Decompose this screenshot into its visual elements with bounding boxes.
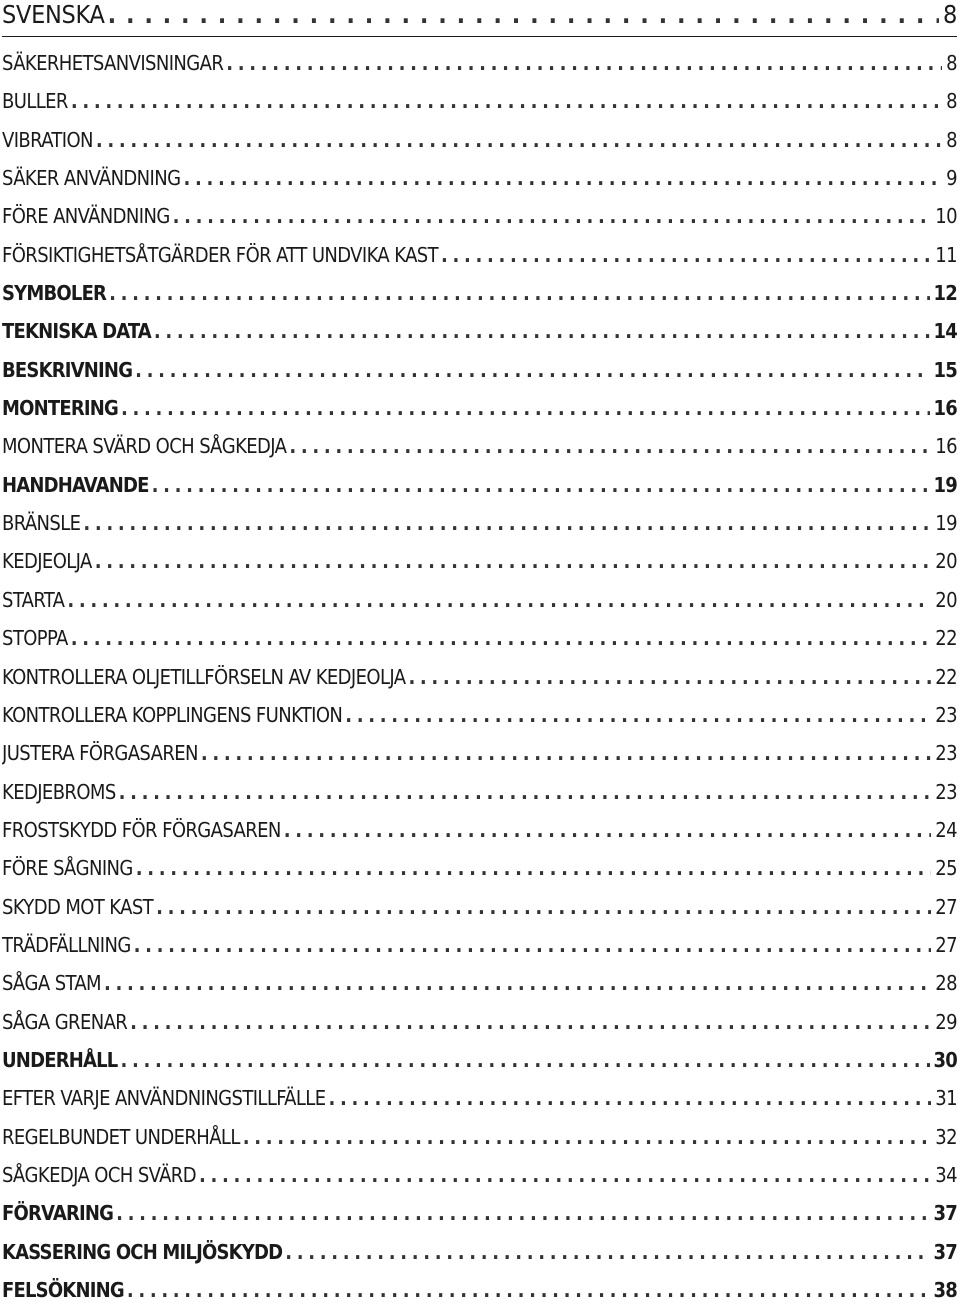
toc-entry-title: SÄKER ANVÄNDNING — [2, 166, 181, 191]
toc-entry-page: 27 — [935, 894, 957, 919]
toc-entry[interactable] — [2, 82, 957, 120]
toc-entry[interactable] — [2, 964, 957, 1002]
toc-entry-title: EFTER VARJE ANVÄNDNINGSTILLFÄLLE — [2, 1086, 326, 1111]
toc-entry-page: 38 — [933, 1278, 957, 1302]
toc-entry-title: TEKNISKA DATA — [2, 319, 151, 344]
toc-entry[interactable] — [2, 1079, 957, 1117]
toc-entry[interactable] — [2, 121, 957, 159]
header-divider — [2, 36, 957, 37]
toc-entry-page: 11 — [935, 242, 957, 267]
toc-entry-page: 12 — [933, 281, 957, 306]
toc-entry-page: 22 — [935, 626, 957, 651]
toc-entry[interactable] — [2, 1194, 957, 1232]
toc-entry-page: 28 — [935, 971, 957, 996]
toc-header-title: SVENSKA — [2, 0, 105, 29]
dot-leader — [95, 542, 932, 580]
toc-entry-title: KASSERING OCH MILJÖSKYDD — [2, 1239, 283, 1264]
dot-leader — [116, 1194, 929, 1232]
toc-entry-page: 24 — [935, 817, 957, 842]
toc-entry-title: FROSTSKYDD FÖR FÖRGASAREN — [2, 817, 281, 842]
toc-entry[interactable] — [2, 619, 957, 657]
dot-leader — [408, 658, 931, 696]
toc-entry[interactable] — [2, 926, 957, 964]
toc-entry-title: BESKRIVNING — [2, 357, 133, 382]
dot-leader — [201, 734, 931, 772]
toc-entry[interactable] — [2, 773, 957, 811]
toc-entry-title: SÅGA STAM — [2, 971, 101, 996]
dot-leader — [134, 926, 932, 964]
toc-entry-title: FÖRVARING — [2, 1201, 114, 1226]
dot-leader — [71, 82, 942, 120]
toc-entry-page: 19 — [935, 511, 957, 536]
toc-entry-page: 8 — [946, 89, 957, 114]
dot-leader — [284, 811, 932, 849]
dot-leader — [119, 773, 932, 811]
toc-entry-page: 29 — [935, 1009, 957, 1034]
dot-leader — [71, 619, 932, 657]
dot-leader — [226, 44, 942, 82]
toc-entry-page: 27 — [935, 932, 957, 957]
dot-leader — [96, 121, 942, 159]
toc-entry[interactable] — [2, 1271, 957, 1309]
toc-entry-title: SÄKERHETSANVISNINGAR — [2, 51, 224, 75]
dot-leader — [156, 888, 931, 926]
toc-entry[interactable] — [2, 1156, 957, 1194]
toc-entry-title: JUSTERA FÖRGASAREN — [2, 741, 198, 766]
toc-entry-page: 15 — [933, 357, 957, 382]
toc-entry-title: KEDJEBROMS — [2, 779, 116, 804]
toc-entry-title: STARTA — [2, 587, 65, 612]
toc-entry-page: 19 — [933, 472, 957, 497]
toc-entry-page: 9 — [946, 166, 957, 191]
toc-entry-page: 20 — [935, 587, 957, 612]
toc-entry-title: SÅGA GRENAR — [2, 1009, 128, 1034]
toc-entry[interactable] — [2, 351, 957, 389]
dot-leader — [130, 1003, 931, 1041]
toc-entry-page: 14 — [933, 319, 957, 344]
toc-entry-page: 20 — [935, 549, 957, 574]
toc-entry-title: SYMBOLER — [2, 281, 107, 306]
toc-entry-page: 31 — [935, 1086, 957, 1111]
toc-entry-page: 10 — [935, 204, 957, 229]
toc-entry-title: BRÄNSLE — [2, 511, 81, 536]
dot-leader — [67, 581, 931, 619]
dot-leader — [152, 466, 930, 504]
toc-entry-title: FÖRSIKTIGHETSÅTGÄRDER FÖR ATT UNDVIKA KAST — [2, 242, 438, 267]
toc-entry[interactable] — [2, 197, 957, 235]
dot-leader — [127, 1271, 930, 1309]
toc-header[interactable] — [2, 0, 957, 30]
toc-entry-title: FÖRE SÅGNING — [2, 856, 133, 881]
toc-entry-title: UNDERHÅLL — [2, 1047, 118, 1072]
dot-leader — [154, 312, 930, 350]
toc-entry[interactable] — [2, 466, 957, 504]
toc-entry-page: 32 — [935, 1124, 957, 1149]
toc-entry-title: MONTERING — [2, 396, 119, 421]
dot-leader — [83, 504, 931, 542]
toc-entry-page: 23 — [935, 702, 957, 727]
dot-leader — [109, 274, 929, 312]
toc-entry-title: STOPPA — [2, 626, 68, 651]
toc-list — [2, 44, 957, 1309]
toc-entry-page: 8 — [946, 51, 957, 75]
dot-leader — [183, 159, 942, 197]
dot-leader — [289, 427, 931, 465]
toc-entry-title: FELSÖKNING — [2, 1278, 124, 1302]
toc-entry[interactable] — [2, 236, 957, 274]
toc-entry[interactable] — [2, 696, 957, 734]
toc-entry-page: 22 — [935, 664, 957, 689]
toc-entry[interactable] — [2, 734, 957, 772]
toc-entry-page: 34 — [935, 1162, 957, 1187]
toc-entry-page: 37 — [933, 1239, 957, 1264]
dot-leader — [121, 389, 930, 427]
toc-entry-title: REGELBUNDET UNDERHÅLL — [2, 1124, 240, 1149]
toc-entry-page: 37 — [933, 1201, 957, 1226]
toc-entry[interactable] — [2, 581, 957, 619]
toc-entry-title: FÖRE ANVÄNDNING — [2, 204, 170, 229]
toc-entry-page: 8 — [946, 127, 957, 152]
dot-leader — [120, 1041, 929, 1079]
toc-entry-page: 23 — [935, 741, 957, 766]
toc-entry-title: KONTROLLERA OLJETILLFÖRSELN AV KEDJEOLJA — [2, 664, 406, 689]
dot-leader — [285, 1233, 929, 1271]
toc-entry[interactable] — [2, 504, 957, 542]
dot-leader — [104, 964, 931, 1002]
dot-leader — [243, 1118, 932, 1156]
toc-entry[interactable] — [2, 1233, 957, 1271]
toc-entry-page: 25 — [935, 856, 957, 881]
dot-leader — [108, 0, 939, 30]
toc-entry-title: VIBRATION — [2, 127, 93, 152]
toc-entry[interactable] — [2, 427, 957, 465]
toc-header-page: 8 — [942, 0, 957, 29]
toc-entry-page: 16 — [933, 396, 957, 421]
toc-entry[interactable] — [2, 312, 957, 350]
toc-entry-title: TRÄDFÄLLNING — [2, 932, 131, 957]
toc-entry[interactable] — [2, 888, 957, 926]
dot-leader — [199, 1156, 931, 1194]
toc-entry[interactable] — [2, 159, 957, 197]
toc-entry-page: 23 — [935, 779, 957, 804]
dot-leader — [135, 351, 929, 389]
toc-entry[interactable] — [2, 849, 957, 887]
dot-leader — [173, 197, 932, 235]
toc-entry-page: 30 — [933, 1047, 957, 1072]
toc-entry-title: SKYDD MOT KAST — [2, 894, 154, 919]
toc-entry[interactable] — [2, 811, 957, 849]
toc-entry-title: HANDHAVANDE — [2, 472, 149, 497]
toc-entry-page: 16 — [935, 434, 957, 459]
toc-entry[interactable] — [2, 658, 957, 696]
toc-entry[interactable] — [2, 44, 957, 82]
toc-entry[interactable] — [2, 274, 957, 312]
toc-entry[interactable] — [2, 542, 957, 580]
toc-entry-title: MONTERA SVÄRD OCH SÅGKEDJA — [2, 434, 287, 459]
dot-leader — [136, 849, 932, 887]
toc-entry[interactable] — [2, 1041, 957, 1079]
dot-leader — [345, 696, 931, 734]
toc-entry-title: BULLER — [2, 89, 68, 114]
toc-entry-title: SÅGKEDJA OCH SVÄRD — [2, 1162, 196, 1187]
toc-entry-title: KONTROLLERA KOPPLINGENS FUNKTION — [2, 702, 343, 727]
dot-leader — [329, 1079, 932, 1117]
toc-entry[interactable] — [2, 1003, 957, 1041]
toc-entry[interactable] — [2, 389, 957, 427]
toc-entry-title: KEDJEOLJA — [2, 549, 92, 574]
toc-entry[interactable] — [2, 1118, 957, 1156]
dot-leader — [441, 236, 931, 274]
